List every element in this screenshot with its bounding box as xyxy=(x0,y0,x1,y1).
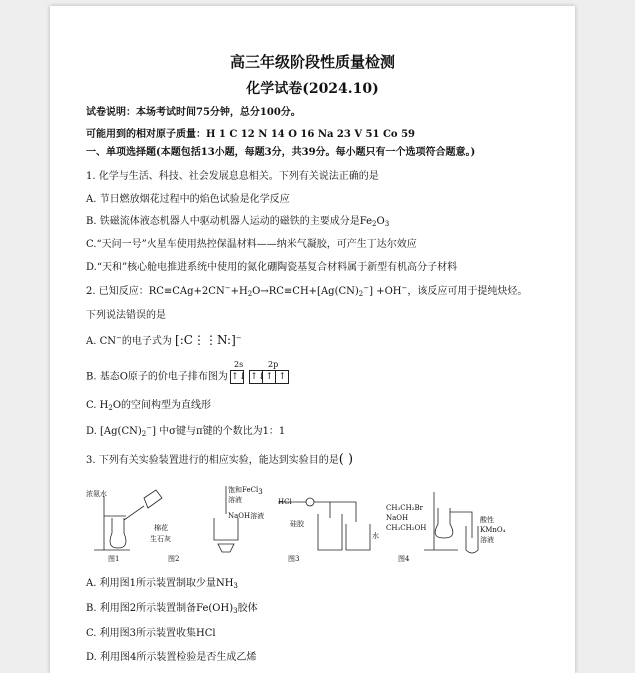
orbital-label-2s: 2s xyxy=(234,360,244,369)
q2-stem-sub1: 2 xyxy=(247,290,253,298)
exam-info: 试卷说明：本场考试时间75分钟，总分100分。 xyxy=(86,107,301,118)
label-water: 水 xyxy=(372,532,379,540)
q3-stem xyxy=(86,453,353,468)
label-silica: 硅胶 xyxy=(290,520,304,528)
q2-d-sup: − xyxy=(146,424,153,432)
label-ch3ch2oh: CH₃CH₂OH xyxy=(386,524,427,532)
q2-option-a xyxy=(86,333,242,349)
q1-option-b xyxy=(86,215,389,229)
fig3-water-trough xyxy=(346,524,370,550)
label-lime: 生石灰 xyxy=(150,535,171,543)
q2-stem-pre: 2. 已知反应：RC≡CAg+2CN xyxy=(86,286,225,297)
orbital-box-2p-1: ↑↓ xyxy=(250,372,266,382)
label-acidic: 酸性 xyxy=(480,516,494,524)
page-subtitle: 化学试卷(2024.10) xyxy=(246,81,379,97)
q2-stem-sup2: − xyxy=(363,284,370,292)
orbital-box-2p-2: ↑ xyxy=(262,370,276,384)
q2-option-c xyxy=(86,399,211,413)
page-title: 高三年级阶段性质量检测 xyxy=(229,53,395,71)
q3-option-b xyxy=(86,602,258,616)
q3-b-post: 胶体 xyxy=(237,603,258,614)
q1-b-sub2: 3 xyxy=(384,220,390,228)
q2-stem-sub2: 2 xyxy=(358,290,364,298)
label-ch3ch2br: CH₃CH₂Br xyxy=(386,504,424,512)
section-heading: 一、单项选择题(本题包括13小题，每题3分，共39分。每小题只有一个选项符合题意。) xyxy=(86,147,476,158)
q2-sub-stem: 下列说法错误的是 xyxy=(86,310,166,321)
label-fecl3 xyxy=(228,486,263,495)
q2-stem-tail: ，该反应可用于提纯炔烃。 xyxy=(407,286,528,297)
q2-c-pre: C. H xyxy=(86,400,109,411)
label-naoh2: NaOH xyxy=(386,514,409,522)
answer-parenthesis: ( ) xyxy=(338,452,354,467)
fig3-drier xyxy=(306,498,314,506)
cn-electron-formula: [:C⋮⋮N:] xyxy=(175,333,236,347)
q1-stem: 1. 化学与生活、科技、社会发展息息相关。下列有关说法正确的是 xyxy=(86,171,379,182)
q3-option-a xyxy=(86,577,238,591)
q3-stem-text: 3. 下列有关实验装置进行的相应实验，能达到实验目的是 xyxy=(86,455,339,466)
label-fecl3-b: 溶液 xyxy=(228,496,242,504)
q2-stem-sup3: − xyxy=(401,284,408,292)
label-cotton: 棉花 xyxy=(154,524,168,532)
orbital-box-2s: ↑↓ xyxy=(231,372,247,382)
q2-option-d xyxy=(86,425,285,439)
q2-c-sub: 2 xyxy=(108,404,113,412)
label-solution: 溶液 xyxy=(480,536,494,544)
q3-b-sub: 3 xyxy=(233,607,238,615)
label-fecl3-sub: 3 xyxy=(258,488,263,496)
fig1-tube xyxy=(124,506,144,520)
q2-a-post: 的电子式为 xyxy=(121,336,172,347)
q2-a-formula-sup: − xyxy=(235,334,242,342)
orbital-box-2p-3: ↑ xyxy=(275,370,289,384)
fig2-beaker xyxy=(214,518,238,540)
q3-b-pre: B. 利用图2所示装置制备Fe(OH) xyxy=(86,603,234,614)
q2-c-post: O的空间构型为直线形 xyxy=(112,400,212,411)
q2-a-pre: A. CN xyxy=(86,336,116,347)
fig2-burner xyxy=(218,544,234,552)
exam-page xyxy=(50,6,575,673)
q1-option-c: C.“天问一号”火星车使用热控保温材料——纳米气凝胶，可产生丁达尔效应 xyxy=(86,239,417,250)
q3-option-c: C. 利用图3所示装置收集HCl xyxy=(86,628,216,639)
fig1-test-tube xyxy=(144,490,162,508)
q2-d-post: ] 中σ键与π键的个数比为1：1 xyxy=(152,426,286,437)
q1-b-text: B. 铁磁流体液态机器人中驱动机器人运动的磁铁的主要成分是Fe xyxy=(86,216,373,227)
label-naoh: NaOH溶液 xyxy=(228,512,265,520)
caption-fig4: 图4 xyxy=(398,555,410,563)
q3-a-sub: 3 xyxy=(233,582,238,590)
atomic-masses: 可能用到的相对原子质量：H 1 C 12 N 14 O 16 Na 23 V 51 Co 59 xyxy=(86,129,415,140)
fig4-flask xyxy=(435,508,453,538)
q3-a-pre: A. 利用图1所示装置制取少量NH xyxy=(86,578,234,589)
label-ammonia: 浓氨水 xyxy=(86,490,107,498)
q1-b-sub1: 2 xyxy=(372,220,377,228)
label-fecl3-a: 饱和FeCl xyxy=(228,486,259,494)
q2-stem-end: ] +OH xyxy=(369,286,402,297)
caption-fig2: 图2 xyxy=(168,555,180,563)
label-hcl: HCl xyxy=(278,498,292,506)
q2-d-sub: 2 xyxy=(141,430,147,438)
q2-d-pre: D. [Ag(CN) xyxy=(86,426,142,437)
q2-a-sup: − xyxy=(115,334,122,342)
q2-stem xyxy=(86,285,527,299)
fig3-pipe xyxy=(314,502,356,522)
q1-option-d: D.“天和”核心舱电推进系统中使用的氮化硼陶瓷基复合材料属于新型有机高分子材料 xyxy=(86,262,458,273)
fig4-delivery-tube xyxy=(450,512,472,538)
q1-b-o: O xyxy=(376,216,385,227)
orbital-label-2p: 2p xyxy=(268,360,279,369)
q3-option-d: D. 利用图4所示装置检验是否生成乙烯 xyxy=(86,652,257,663)
caption-fig1: 图1 xyxy=(108,555,120,563)
q2-b-text: B. 基态O原子的价电子排布图为 xyxy=(86,371,228,383)
apparatus-figures xyxy=(86,478,541,558)
q2-stem-sup1: − xyxy=(224,284,231,292)
q2-option-b xyxy=(86,370,289,385)
label-kmno4: KMnO₄ xyxy=(480,526,506,534)
fig3-bottle xyxy=(318,514,342,550)
q2-stem-mid2: O→RC≡CH+[Ag(CN) xyxy=(252,286,359,297)
q1-option-a: A. 节日燃放烟花过程中的焰色试验是化学反应 xyxy=(86,194,290,205)
q2-stem-mid: +H xyxy=(230,286,248,297)
caption-fig3: 图3 xyxy=(288,555,300,563)
fig1-flask xyxy=(110,518,126,548)
